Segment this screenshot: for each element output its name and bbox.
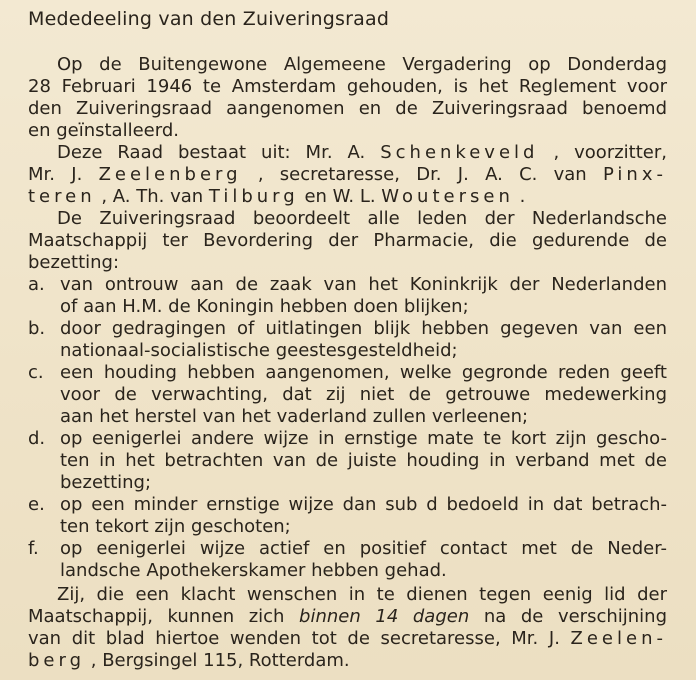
paragraph-4-line-2-part-a: Maatschappij, kunnen zich: [28, 606, 300, 627]
paragraph-2-line-2-part-c: , secretaresse, Dr. J. A. C. van: [257, 164, 603, 185]
paragraph-1-line-3: den Zuiveringsraad aangenomen en de Zuiveringsraad benoemd: [28, 98, 667, 119]
paragraph-2-line-3-part-d: en W. L.: [304, 186, 382, 207]
paragraph-1-line-1: Op de Buitengewone Algemeene Vergadering op Donderdag: [57, 54, 667, 75]
item-c-line-2: voor de verwachting, dat zij niet de getrouwe medewerking: [60, 384, 667, 405]
paragraph-3-line-3: bezetting:: [28, 252, 120, 273]
item-f-label: f.: [28, 538, 39, 559]
item-e-line-1: op een minder ernstige wijze dan sub d bedoeld in dat betrach-: [60, 494, 667, 515]
name-woutersen: Woutersen: [381, 186, 514, 207]
item-c-line-1: een houding hebben aangenomen, welke gegronde reden geeft: [60, 362, 667, 383]
paragraph-3-line-2: Maatschappij ter Bevordering der Pharmacie, die gedurende de: [28, 230, 667, 251]
paragraph-2-line-1: [57, 142, 667, 164]
paragraph-1-line-4: en geïnstalleerd.: [28, 120, 179, 141]
name-tilburg: Tilburg: [208, 186, 299, 207]
paragraph-4-line-2: [28, 606, 667, 628]
name-pinxteren-start: Pinx-: [602, 164, 667, 185]
item-d-line-1: op eenigerlei andere wijze in ernstige mate te kort zijn gescho-: [60, 428, 667, 449]
paragraph-4-line-3-part-a: van dit blad hiertoe wenden tot de secretaresse, Mr. J.: [28, 628, 571, 649]
item-d-line-3: bezetting;: [60, 472, 152, 493]
item-d-label: d.: [28, 428, 46, 449]
paragraph-2-line-2: [28, 164, 667, 186]
document-title: Mededeeling van den Zuiveringsraad: [28, 8, 390, 30]
paragraph-4-line-1: Zij, die een klacht wenschen in te dienen tegen eenig lid der: [57, 584, 667, 605]
item-e-line-2: ten tekort zijn geschoten;: [60, 516, 291, 537]
name-zeelenberg-start: Zeelen-: [570, 628, 667, 649]
paragraph-4-line-4: [28, 650, 350, 672]
item-d-line-2: ten in het betrachten van de juiste houding in verband met de: [60, 450, 667, 471]
name-zeelenberg-end: berg: [28, 650, 86, 671]
paragraph-4-line-3: [28, 628, 667, 650]
item-c-label: c.: [28, 362, 44, 383]
name-zeelenberg: Zeelenberg: [98, 164, 242, 185]
paragraph-2-line-2-part-a: Mr. J.: [28, 164, 99, 185]
item-e-label: e.: [28, 494, 45, 515]
paragraph-1-line-2: 28 Februari 1946 te Amsterdam gehouden, is het Reglement voor: [28, 76, 667, 97]
paragraph-3-line-1: De Zuiveringsraad beoordeelt alle leden der Nederlandsche: [57, 208, 667, 229]
item-b-label: b.: [28, 318, 46, 339]
item-b-line-1: door gedragingen of uitlatingen blijk hebben gegeven van een: [60, 318, 667, 339]
paragraph-2-line-3-part-b: , A. Th. van: [101, 186, 209, 207]
deadline-emphasis: binnen 14 dagen: [299, 606, 470, 627]
paragraph-4-line-4-part-b: , Bergsingel 115, Rotterdam.: [90, 650, 350, 671]
item-c-line-3: aan het herstel van het vaderland zullen verleenen;: [60, 406, 529, 427]
item-a-label: a.: [28, 274, 45, 295]
paragraph-2-line-3: [28, 186, 525, 208]
name-pinxteren-end: teren: [28, 186, 96, 207]
paragraph-2-line-1-part-c: , voorzitter,: [553, 142, 667, 163]
paragraph-2-line-1-part-a: Deze Raad bestaat uit: Mr. A.: [57, 142, 381, 163]
paragraph-4-line-2-part-c: na de verschijning: [483, 606, 668, 627]
name-schenkeveld: Schenkeveld: [380, 142, 539, 163]
item-f-line-1: op eenigerlei wijze actief en positief contact met de Neder-: [60, 538, 667, 559]
item-a-line-1: van ontrouw aan de zaak van het Koninkrijk der Nederlanden: [60, 274, 667, 295]
item-f-line-2: landsche Apothekerskamer hebben gehad.: [60, 560, 447, 581]
item-b-line-2: nationaal-socialistische geestesgesteldheid;: [60, 340, 458, 361]
paragraph-2-line-3-part-f: .: [519, 186, 526, 207]
item-a-line-2: of aan H.M. de Koningin hebben doen blijken;: [60, 296, 469, 317]
